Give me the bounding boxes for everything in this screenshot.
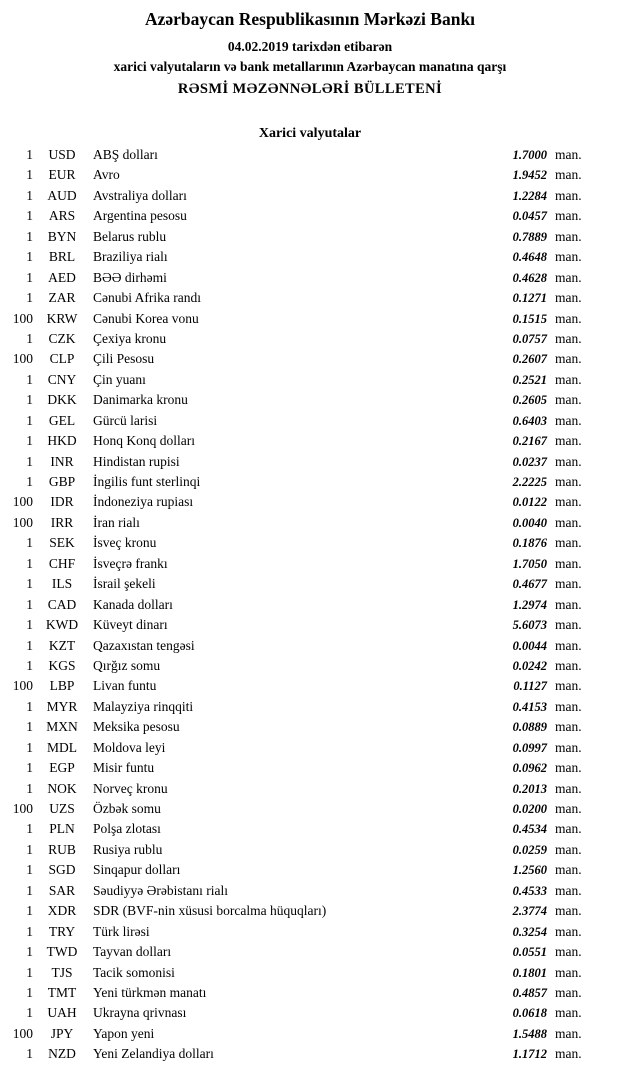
currency-rate: 0.0962 <box>512 761 547 776</box>
currency-code: CNY <box>47 371 77 387</box>
rate-row <box>0 372 620 392</box>
currency-code: CLP <box>49 351 75 367</box>
currency-code: TRY <box>48 923 76 939</box>
currency-code: NZD <box>48 1046 76 1062</box>
currency-name: SDR (BVF-nin xüsusi borcalma hüquqları) <box>93 903 327 919</box>
rate-row <box>0 821 620 841</box>
currency-name: İsveçrə frankı <box>93 555 168 571</box>
rate-row <box>0 617 620 637</box>
currency-rate: 0.4534 <box>512 822 547 837</box>
currency-rate: 0.0122 <box>512 495 547 510</box>
currency-quantity: 100 <box>12 801 33 816</box>
currency-quantity: 1 <box>26 371 33 387</box>
currency-code: HKD <box>47 433 77 449</box>
currency-name: İsveç kronu <box>93 535 157 551</box>
currency-rate: 0.0200 <box>512 802 547 816</box>
rate-row <box>0 494 620 514</box>
currency-quantity: 1 <box>26 903 33 919</box>
currency-code: CHF <box>48 555 76 571</box>
currency-code: ZAR <box>48 290 76 306</box>
currency-code: USD <box>48 147 76 162</box>
currency-code: TWD <box>46 944 78 960</box>
currency-unit: man. <box>555 760 582 776</box>
currency-code: XDR <box>47 903 77 919</box>
currency-rate: 0.0551 <box>512 945 547 960</box>
currency-quantity: 100 <box>12 1025 33 1041</box>
currency-quantity: 1 <box>26 657 33 673</box>
currency-code: NOK <box>47 780 77 796</box>
rate-row <box>0 392 620 412</box>
currency-rate: 0.1127 <box>513 679 547 694</box>
currency-quantity: 100 <box>12 351 33 367</box>
currency-rate: 0.0889 <box>512 720 547 735</box>
currency-code: KZT <box>48 637 76 653</box>
rate-row <box>0 965 620 985</box>
currency-quantity: 1 <box>26 944 33 960</box>
currency-code: TMT <box>47 984 77 1000</box>
rate-row <box>0 781 620 801</box>
currency-name: Braziliya rialı <box>93 249 168 265</box>
rate-row <box>0 699 620 719</box>
currency-rate: 0.0237 <box>512 454 547 469</box>
currency-name: Argentina pesosu <box>93 208 187 224</box>
currency-rate: 1.2560 <box>512 863 547 878</box>
currency-rate: 0.2167 <box>512 434 547 449</box>
currency-code: TJS <box>51 964 73 980</box>
rate-row <box>0 290 620 310</box>
rate-row <box>0 658 620 678</box>
currency-unit: man. <box>555 576 582 592</box>
effective-date: 04.02.2019 tarixdən etibarən <box>227 39 393 54</box>
currency-name: Norveç kronu <box>93 780 168 796</box>
rate-row <box>0 1026 620 1046</box>
currency-name: Çin yuanı <box>93 371 146 387</box>
currency-quantity: 1 <box>26 392 33 408</box>
currency-name: Cənubi Afrika randı <box>93 290 201 306</box>
currency-code: ARS <box>48 208 76 224</box>
rate-row <box>0 188 620 208</box>
currency-unit: man. <box>555 474 582 489</box>
rate-row <box>0 351 620 371</box>
currency-quantity: 1 <box>26 1046 33 1062</box>
currency-name: Yeni türkmən manatı <box>93 984 207 1000</box>
rate-row <box>0 842 620 862</box>
currency-name: Küveyt dinarı <box>93 617 168 633</box>
currency-unit: man. <box>555 821 582 837</box>
currency-code: CZK <box>48 330 76 346</box>
rates-table <box>0 147 620 1067</box>
currency-rate: 0.1515 <box>512 311 547 326</box>
currency-name: Qırğız somu <box>93 657 161 673</box>
currency-name: Rusiya rublu <box>93 841 163 857</box>
currency-name: Avro <box>93 167 120 183</box>
currency-unit: man. <box>555 167 582 183</box>
currency-unit: man. <box>555 453 582 469</box>
currency-quantity: 100 <box>12 678 33 694</box>
currency-name: Kanada dolları <box>93 596 173 612</box>
currency-name: İngilis funt sterlinqi <box>93 474 201 489</box>
currency-quantity: 1 <box>26 596 33 612</box>
currency-name: Misir funtu <box>93 760 155 776</box>
rate-row <box>0 535 620 555</box>
currency-unit: man. <box>555 780 582 796</box>
currency-rate: 0.0044 <box>512 638 547 653</box>
currency-rate: 1.7000 <box>512 148 547 162</box>
rate-row <box>0 944 620 964</box>
currency-rate: 0.0259 <box>512 842 547 857</box>
currency-unit: man. <box>555 249 582 265</box>
rate-row <box>0 760 620 780</box>
rate-row <box>0 433 620 453</box>
rate-row <box>0 249 620 269</box>
currency-code: SAR <box>48 882 76 898</box>
rate-row <box>0 229 620 249</box>
rate-row <box>0 331 620 351</box>
rate-row <box>0 147 620 167</box>
currency-unit: man. <box>555 1046 582 1062</box>
currency-rate: 0.6403 <box>512 413 547 428</box>
currency-name: Polşa zlotası <box>93 821 161 837</box>
currency-unit: man. <box>555 187 582 203</box>
rate-row <box>0 270 620 290</box>
currency-code: KGS <box>48 657 76 673</box>
currency-name: Cənubi Korea vonu <box>93 310 199 326</box>
currency-code: EGP <box>49 760 75 776</box>
rate-row <box>0 903 620 923</box>
currency-quantity: 1 <box>26 862 33 878</box>
currency-code: LBP <box>49 678 75 694</box>
currency-rate: 0.0618 <box>512 1006 547 1021</box>
currency-name: İsrail şekeli <box>93 576 156 592</box>
currency-unit: man. <box>555 433 582 449</box>
currency-unit: man. <box>555 862 582 878</box>
currency-quantity: 1 <box>26 249 33 265</box>
currency-quantity: 1 <box>26 290 33 306</box>
currency-name: İndoneziya rupiası <box>93 494 194 510</box>
rate-row <box>0 1005 620 1025</box>
currency-code: GEL <box>48 412 76 428</box>
currency-unit: man. <box>555 310 582 326</box>
currency-unit: man. <box>555 698 582 714</box>
currency-name: Türk lirəsi <box>93 923 150 939</box>
currency-name: Danimarka kronu <box>93 392 188 408</box>
bulletin-title: RƏSMİ MƏZƏNNƏLƏRİ BÜLLETENİ <box>177 81 443 97</box>
currency-code: JPY <box>50 1025 74 1041</box>
currency-unit: man. <box>555 392 582 408</box>
currency-rate: 0.4153 <box>512 699 547 714</box>
currency-unit: man. <box>555 147 582 162</box>
rate-row <box>0 167 620 187</box>
currency-code: AED <box>48 269 76 285</box>
currency-rate: 0.7889 <box>512 229 547 244</box>
rate-row <box>0 208 620 228</box>
rate-row <box>0 454 620 474</box>
currency-code: UAH <box>47 1005 77 1021</box>
rate-row <box>0 597 620 617</box>
currency-code: ILS <box>51 576 73 592</box>
currency-unit: man. <box>555 330 582 346</box>
currency-quantity: 1 <box>26 433 33 449</box>
currency-code: BYN <box>47 228 77 244</box>
currency-rate: 0.0242 <box>512 658 547 673</box>
currency-unit: man. <box>555 494 582 510</box>
currency-unit: man. <box>555 841 582 857</box>
rate-row <box>0 678 620 698</box>
currency-code: EUR <box>48 167 76 183</box>
currency-rate: 0.1801 <box>512 965 547 980</box>
currency-code: PLN <box>49 821 75 837</box>
currency-quantity: 1 <box>26 637 33 653</box>
currency-quantity: 1 <box>26 330 33 346</box>
currency-rate: 0.1271 <box>512 291 547 306</box>
currency-rate: 2.2225 <box>512 475 547 489</box>
rate-row <box>0 515 620 535</box>
currency-rate: 2.3774 <box>512 904 547 919</box>
currency-name: Meksika pesosu <box>93 719 180 735</box>
currency-code: KRW <box>46 310 78 326</box>
currency-name: Gürcü larisi <box>93 412 158 428</box>
currency-name: Səudiyyə Ərəbistanı rialı <box>93 882 228 898</box>
currency-unit: man. <box>555 678 582 694</box>
currency-quantity: 1 <box>26 821 33 837</box>
currency-name: Malayziya rinqqiti <box>93 698 194 714</box>
currency-unit: man. <box>555 1005 582 1021</box>
currency-quantity: 1 <box>26 698 33 714</box>
currency-name: Belarus rublu <box>93 228 167 244</box>
currency-rate: 0.4628 <box>512 270 547 285</box>
currency-code: MXN <box>46 719 78 735</box>
currency-quantity: 1 <box>26 453 33 469</box>
currency-code: DKK <box>47 392 77 408</box>
rate-row <box>0 311 620 331</box>
currency-unit: man. <box>555 923 582 939</box>
currency-name: Tayvan dolları <box>93 944 172 960</box>
currency-unit: man. <box>555 535 582 551</box>
currency-name: Ukrayna qrivnası <box>93 1005 187 1021</box>
currency-rate: 0.0457 <box>512 209 547 224</box>
currency-rate: 0.4857 <box>512 985 547 1000</box>
rate-row <box>0 924 620 944</box>
currency-rate: 1.5488 <box>512 1026 547 1041</box>
currency-quantity: 1 <box>26 167 33 183</box>
currency-code: CAD <box>47 596 77 612</box>
currency-rate: 1.2284 <box>512 188 547 203</box>
currency-rate: 0.0997 <box>512 740 547 755</box>
rate-row <box>0 740 620 760</box>
currency-quantity: 1 <box>26 760 33 776</box>
currency-quantity: 1 <box>26 576 33 592</box>
currency-quantity: 1 <box>26 841 33 857</box>
currency-quantity: 1 <box>26 474 33 489</box>
currency-quantity: 1 <box>26 923 33 939</box>
currency-code: KWD <box>45 617 79 633</box>
currency-quantity: 1 <box>26 187 33 203</box>
currency-unit: man. <box>555 208 582 224</box>
currency-name: Tacik somonisi <box>93 964 175 980</box>
currency-rate: 1.7050 <box>512 556 547 571</box>
currency-rate: 1.2974 <box>512 597 547 612</box>
currency-unit: man. <box>555 964 582 980</box>
currency-name: Qazaxıstan tengəsi <box>93 637 195 653</box>
currency-name: Sinqapur dolları <box>93 862 181 878</box>
currency-code: SEK <box>49 535 75 551</box>
currency-unit: man. <box>555 617 582 633</box>
currency-quantity: 1 <box>26 617 33 633</box>
currency-quantity: 1 <box>26 739 33 755</box>
currency-unit: man. <box>555 903 582 919</box>
rate-row <box>0 862 620 882</box>
currency-name: ABŞ dolları <box>93 147 158 162</box>
currency-rate: 0.2607 <box>512 352 547 367</box>
currency-rate: 0.3254 <box>512 924 547 939</box>
currency-quantity: 1 <box>26 984 33 1000</box>
currency-name: Yapon yeni <box>93 1025 155 1041</box>
currency-unit: man. <box>555 555 582 571</box>
currency-unit: man. <box>555 984 582 1000</box>
rate-row <box>0 638 620 658</box>
rate-row <box>0 576 620 596</box>
currency-name: İran rialı <box>93 514 140 530</box>
currency-name: Çexiya kronu <box>93 330 167 346</box>
currency-unit: man. <box>555 290 582 306</box>
currency-quantity: 1 <box>26 269 33 285</box>
currency-quantity: 100 <box>12 494 33 510</box>
currency-name: Honq Konq dolları <box>93 433 195 449</box>
currency-code: UZS <box>49 801 75 816</box>
currency-code: GBP <box>48 474 76 489</box>
currency-code: MYR <box>46 698 78 714</box>
currency-rate: 0.2521 <box>512 372 547 387</box>
currency-name: BƏƏ dirhəmi <box>93 269 167 285</box>
currency-code: AUD <box>47 187 77 203</box>
currency-code: MDL <box>47 739 77 755</box>
bulletin-subtitle: xarici valyutaların və bank metallarının Azərbaycan manatına qarşı <box>113 59 507 74</box>
currency-rate: 0.1876 <box>512 536 547 551</box>
bank-title: Azərbaycan Respublikasının Mərkəzi Bankı <box>144 9 476 29</box>
currency-code: IDR <box>50 494 74 510</box>
currency-unit: man. <box>555 412 582 428</box>
currency-unit: man. <box>555 596 582 612</box>
currency-unit: man. <box>555 514 582 530</box>
rate-row <box>0 556 620 576</box>
currency-unit: man. <box>555 1025 582 1041</box>
rate-row <box>0 801 620 821</box>
currency-quantity: 1 <box>26 228 33 244</box>
currency-quantity: 100 <box>12 310 33 326</box>
currency-quantity: 1 <box>26 208 33 224</box>
currency-quantity: 1 <box>26 147 33 162</box>
currency-rate: 0.4533 <box>512 883 547 898</box>
currency-code: BRL <box>48 249 76 265</box>
currency-rate: 1.1712 <box>512 1047 547 1062</box>
currency-rate: 1.9452 <box>512 168 547 183</box>
currency-code: INR <box>50 453 74 469</box>
currency-quantity: 1 <box>26 535 33 551</box>
currency-unit: man. <box>555 637 582 653</box>
rate-row <box>0 474 620 494</box>
currency-unit: man. <box>555 882 582 898</box>
currency-unit: man. <box>555 228 582 244</box>
currency-unit: man. <box>555 801 582 816</box>
currency-name: Avstraliya dolları <box>93 187 187 203</box>
currency-code: RUB <box>48 841 76 857</box>
currency-quantity: 1 <box>26 780 33 796</box>
currency-rate: 0.0757 <box>512 331 547 346</box>
currency-quantity: 1 <box>26 964 33 980</box>
currency-quantity: 1 <box>26 1005 33 1021</box>
currency-rate: 0.2013 <box>512 781 547 796</box>
currency-quantity: 100 <box>12 514 33 530</box>
currency-name: Çili Pesosu <box>93 351 155 367</box>
currency-unit: man. <box>555 657 582 673</box>
currency-unit: man. <box>555 739 582 755</box>
rate-row <box>0 719 620 739</box>
currency-name: Özbək somu <box>93 801 161 816</box>
rate-row <box>0 1046 620 1066</box>
currency-unit: man. <box>555 351 582 367</box>
currency-unit: man. <box>555 269 582 285</box>
currency-quantity: 1 <box>26 719 33 735</box>
currency-code: IRR <box>50 514 74 530</box>
currency-rate: 0.4677 <box>512 577 547 592</box>
currency-rate: 0.2605 <box>512 393 547 408</box>
currency-rate: 5.6073 <box>512 618 547 633</box>
currency-quantity: 1 <box>26 555 33 571</box>
currency-unit: man. <box>555 944 582 960</box>
currency-code: SGD <box>48 862 76 878</box>
currency-name: Yeni Zelandiya dolları <box>93 1046 214 1062</box>
rate-row <box>0 413 620 433</box>
currency-name: Moldova leyi <box>93 739 166 755</box>
currency-unit: man. <box>555 371 582 387</box>
currency-quantity: 1 <box>26 412 33 428</box>
currency-name: Hindistan rupisi <box>93 453 180 469</box>
rate-row <box>0 985 620 1005</box>
currency-rate: 0.0040 <box>512 515 547 530</box>
currency-unit: man. <box>555 719 582 735</box>
currency-name: Livan funtu <box>93 678 157 694</box>
currency-rate: 0.4648 <box>512 250 547 265</box>
currency-quantity: 1 <box>26 882 33 898</box>
section-title-foreign-currencies: Xarici valyutalar <box>258 126 362 141</box>
rate-row <box>0 883 620 903</box>
